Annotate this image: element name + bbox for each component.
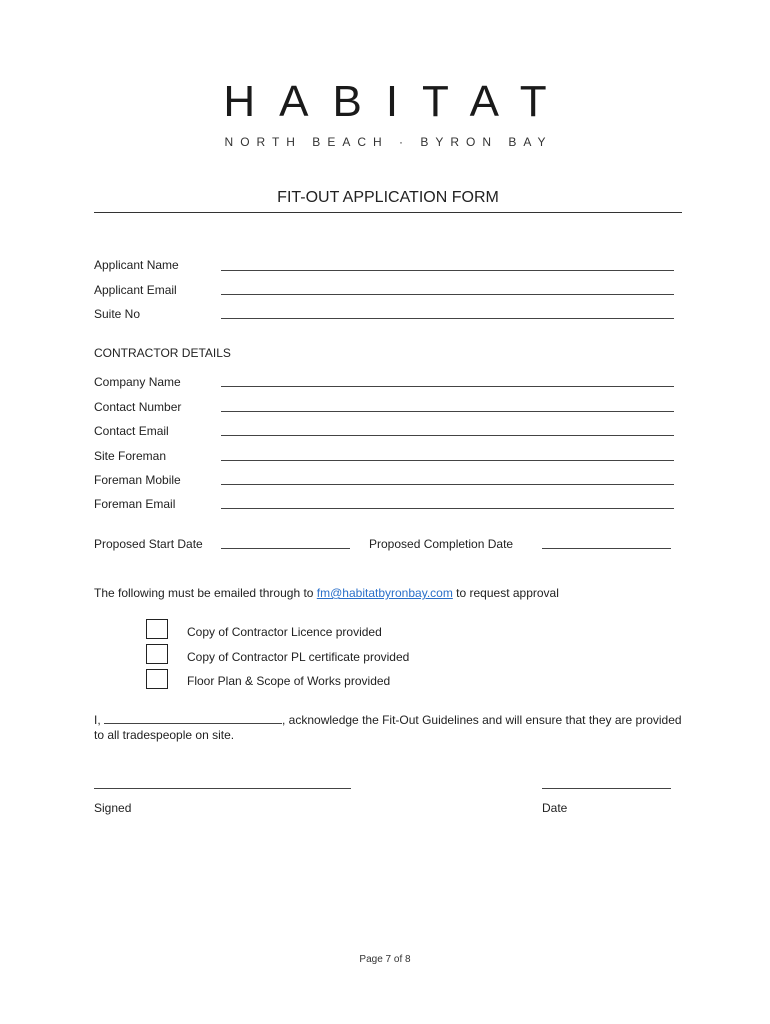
company-name-label: Company Name	[94, 375, 181, 389]
start-date-label: Proposed Start Date	[94, 537, 203, 551]
foreman-mobile-label: Foreman Mobile	[94, 473, 181, 487]
pl-certificate-checkbox[interactable]	[146, 644, 168, 664]
brand-tagline: NORTH BEACH · BYRON BAY	[224, 135, 553, 149]
acknowledgement-text: , acknowledge the Fit-Out Guidelines and will ensure that they are provided to all tradespeople on site.	[94, 713, 682, 742]
licence-checkbox-label: Copy of Contractor Licence provided	[187, 625, 382, 639]
floor-plan-checkbox[interactable]	[146, 669, 168, 689]
suite-no-label: Suite No	[94, 307, 141, 321]
page-number: Page 7 of 8	[359, 954, 411, 965]
signature-date-field[interactable]	[542, 788, 671, 789]
contact-number-field[interactable]	[221, 411, 674, 412]
licence-checkbox[interactable]	[146, 619, 168, 639]
email-instruction-suffix: to request approval	[452, 586, 559, 600]
signed-label: Signed	[94, 801, 132, 815]
date-label: Date	[542, 801, 568, 815]
contact-number-label: Contact Number	[94, 400, 182, 414]
contractor-details-heading: CONTRACTOR DETAILS	[94, 346, 231, 360]
title-divider	[94, 212, 682, 213]
contact-email-field[interactable]	[221, 435, 674, 436]
completion-date-field[interactable]	[542, 548, 671, 549]
start-date-field[interactable]	[221, 548, 350, 549]
acknowledgement-paragraph	[94, 713, 694, 743]
pl-certificate-checkbox-label: Copy of Contractor PL certificate provided	[187, 650, 410, 664]
signature-field[interactable]	[94, 788, 351, 789]
foreman-email-label: Foreman Email	[94, 497, 176, 511]
email-instruction-prefix: The following must be emailed through to	[94, 586, 317, 600]
page-title: FIT-OUT APPLICATION FORM	[277, 189, 499, 206]
applicant-name-field[interactable]	[221, 270, 674, 271]
site-foreman-label: Site Foreman	[94, 449, 167, 463]
floor-plan-checkbox-label: Floor Plan & Scope of Works provided	[187, 674, 391, 688]
suite-no-field[interactable]	[221, 318, 674, 319]
foreman-mobile-field[interactable]	[221, 484, 674, 485]
company-name-field[interactable]	[221, 386, 674, 387]
site-foreman-field[interactable]	[221, 460, 674, 461]
email-instruction	[94, 586, 559, 600]
contact-email-label: Contact Email	[94, 424, 169, 438]
acknowledgement-name-field[interactable]	[104, 713, 282, 724]
brand-logo: HABITAT	[223, 77, 571, 126]
applicant-name-label: Applicant Name	[94, 258, 179, 272]
acknowledgement-prefix: I,	[94, 713, 105, 727]
applicant-email-field[interactable]	[221, 294, 674, 295]
completion-date-label: Proposed Completion Date	[369, 537, 514, 551]
applicant-email-label: Applicant Email	[94, 283, 177, 297]
email-link[interactable]: fm@habitatbyronbay.com	[316, 586, 453, 600]
foreman-email-field[interactable]	[221, 508, 674, 509]
